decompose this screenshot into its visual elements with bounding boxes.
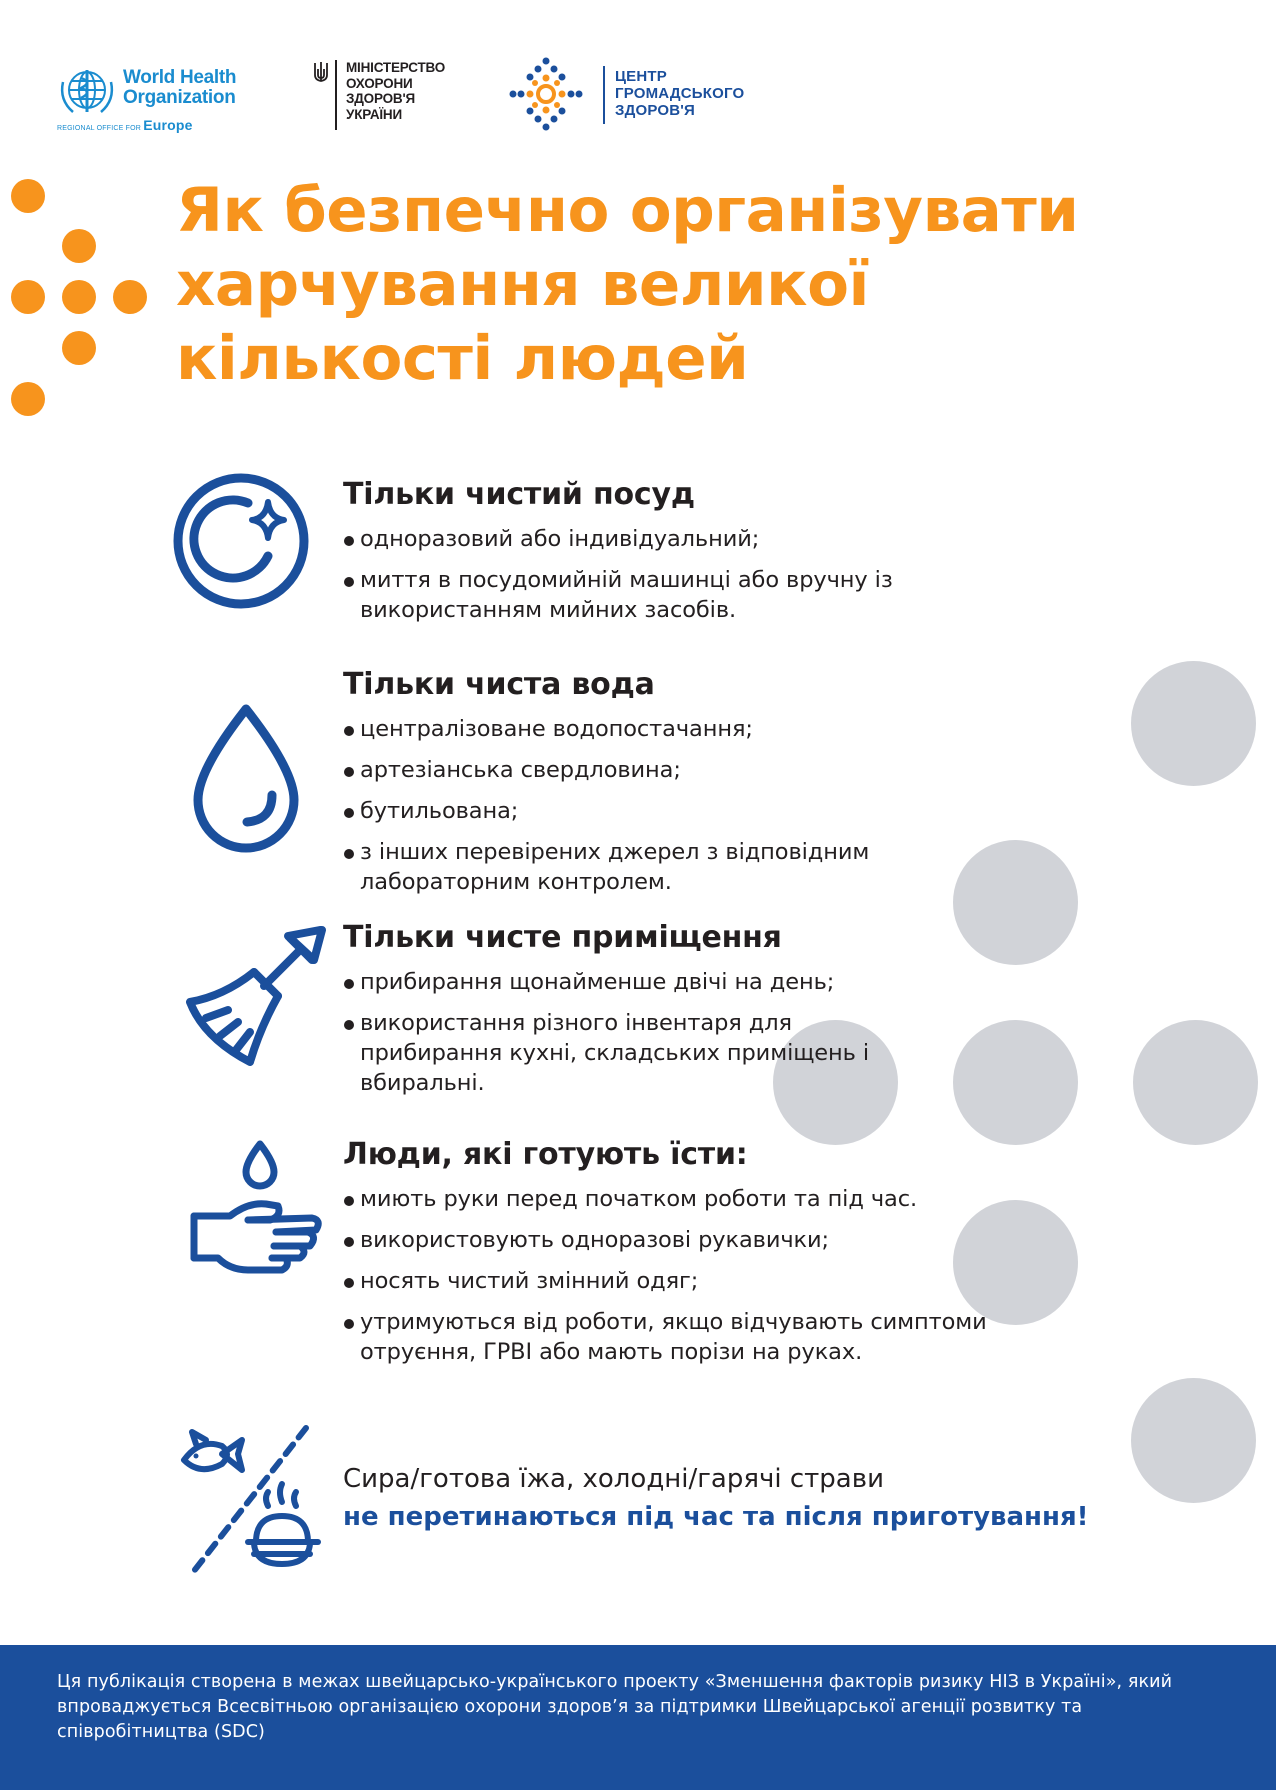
trident-icon bbox=[313, 61, 329, 85]
bottom-note-line2: не перетинаються під час та після приготування! bbox=[343, 1502, 1089, 1532]
list-item: утримуються від роботи, якщо відчувають симптоми отруєння, ГРВІ або мають порізи на руках. bbox=[343, 1307, 1043, 1367]
section-heading: Тільки чистий посуд bbox=[343, 477, 695, 512]
cgz-line-1: ЦЕНТР bbox=[615, 68, 667, 85]
list-item: з інших перевірених джерел з відповідним лабораторним контролем. bbox=[343, 837, 963, 897]
moz-line-2: ОХОРОНИ bbox=[346, 75, 413, 91]
who-region-label: REGIONAL OFFICE FOR bbox=[57, 125, 142, 132]
list-item: миття в посудомийній машинці або вручну із використанням мийних засобів. bbox=[343, 565, 963, 625]
section-heading: Тільки чиста вода bbox=[343, 667, 655, 702]
cgz-logo bbox=[508, 56, 748, 136]
footer-text: Ця публікація створена в межах швейцарсько-українського проекту «Зменшення факторів ризику НІЗ в Україні», який впроваджується Всесвітньою організацією охорони здоров’я за підтримки Швейцарської агенції розвитку та співробітництва (SDC) bbox=[57, 1672, 1173, 1742]
moz-line-3: ЗДОРОВ'Я bbox=[346, 91, 415, 106]
bullet-list bbox=[343, 1184, 1043, 1378]
who-name-line1: World Health bbox=[123, 67, 237, 88]
list-item: використовують одноразові рукавички; bbox=[343, 1225, 1043, 1255]
list-item: одноразовий або індивідуальний; bbox=[343, 524, 963, 554]
footer bbox=[0, 1645, 1276, 1790]
list-item: миють руки перед початком роботи та під час. bbox=[343, 1184, 1043, 1214]
section-heading: Люди, які готують їсти: bbox=[343, 1137, 748, 1172]
bottom-note bbox=[343, 1460, 1089, 1536]
bullet-list bbox=[343, 967, 903, 1109]
who-region-name: Europe bbox=[143, 117, 193, 133]
list-item: артезіанська свердловина; bbox=[343, 755, 963, 785]
list-item: централізоване водопостачання; bbox=[343, 714, 963, 744]
page-title bbox=[176, 174, 1078, 396]
moz-logo bbox=[313, 60, 446, 135]
bullet-list bbox=[343, 714, 963, 908]
bullet-list bbox=[343, 524, 963, 636]
separate-foods-icon bbox=[178, 1424, 328, 1584]
broom-icon bbox=[184, 926, 326, 1068]
who-name-line2: Organization bbox=[123, 87, 236, 108]
title-line-2: харчування великої bbox=[176, 249, 869, 320]
clean-plate-icon bbox=[170, 470, 312, 612]
hand-wash-icon bbox=[190, 1140, 330, 1276]
list-item: використання різного інвентаря для прибирання кухні, складських приміщень і вбиральні. bbox=[343, 1008, 903, 1098]
list-item: носять чистий змінний одяг; bbox=[343, 1266, 1043, 1296]
who-logo bbox=[55, 60, 245, 135]
moz-line-4: УКРАЇНИ bbox=[346, 106, 402, 122]
title-line-3: кількості людей bbox=[176, 323, 749, 394]
cgz-emblem-icon bbox=[508, 56, 584, 132]
list-item: прибирання щонайменше двічі на день; bbox=[343, 967, 903, 997]
title-line-1: Як безпечно організувати bbox=[176, 175, 1079, 246]
bottom-note-line1: Сира/готова їжа, холодні/гарячі страви bbox=[343, 1464, 884, 1494]
moz-line-1: МІНІСТЕРСТВО bbox=[346, 60, 446, 75]
cgz-line-3: ЗДОРОВ'Я bbox=[615, 102, 696, 119]
cgz-line-2: ГРОМАДСЬКОГО bbox=[615, 85, 745, 102]
who-emblem-icon bbox=[55, 60, 119, 124]
list-item: бутильована; bbox=[343, 796, 963, 826]
water-drop-icon bbox=[190, 702, 302, 854]
section-heading: Тільки чисте приміщення bbox=[343, 920, 782, 955]
